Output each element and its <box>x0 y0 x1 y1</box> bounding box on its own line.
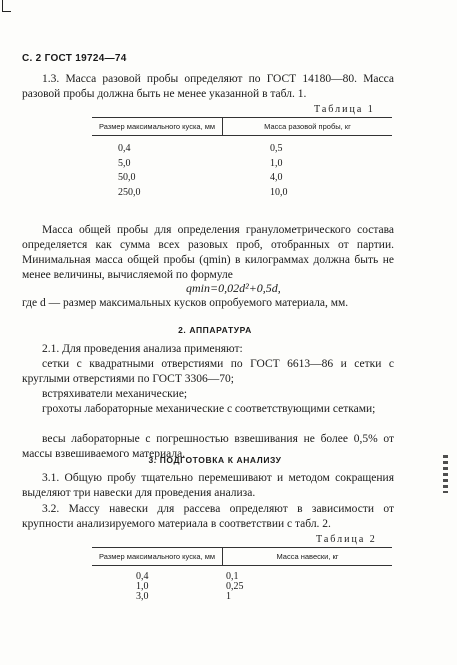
list-item-scales: весы лабораторные с погрешностью взвешивания не более 0,5% от массы взвешиваемого материала. <box>22 433 394 460</box>
paragraph-3-2: 3.2. Массу навески для рассева определяют в зависимости от крупности анализируемого материала в соответствии с табл. 2. <box>22 503 394 530</box>
table-row <box>92 142 392 157</box>
table-2-body <box>92 572 392 602</box>
table-cell: 4,0 <box>270 172 283 183</box>
table-2 <box>92 547 392 602</box>
table-cell: 0,5 <box>270 143 283 154</box>
table-1-header <box>92 117 392 136</box>
table-row <box>92 186 392 201</box>
table-cell: 0,4 <box>118 143 131 154</box>
table-cell: 3,0 <box>136 591 149 602</box>
table-2-col-size: Размер максимального куска, мм <box>92 548 223 565</box>
table-cell: 0,4 <box>136 571 149 582</box>
corner-crop-mark <box>2 0 11 12</box>
table-2-header <box>92 547 392 566</box>
list-item-sieves: сетки с квадратными отверстиями по ГОСТ 6613—86 и сетки с круглыми отверстиями по ГОСТ 3306—70; <box>22 358 394 385</box>
table-1-body <box>92 142 392 200</box>
table-1-col-size: Размер максимального куска, мм <box>92 118 223 135</box>
paragraph-where: где d — размер максимальных кусков опробуемого материала, мм. <box>22 297 349 309</box>
table-cell: 5,0 <box>118 157 131 169</box>
table-1 <box>92 117 392 200</box>
table-1-col-mass: Масса разовой пробы, кг <box>264 122 351 131</box>
table-cell: 0,25 <box>226 581 244 592</box>
list-item-screens: грохоты лабораторные механические с соответствующими сетками; <box>42 403 376 415</box>
table-2-col-mass: Масса навески, кг <box>276 552 339 561</box>
paragraph-1-3: 1.3. Масса разовой пробы определяют по ГОСТ 14180—80. Масса разовой пробы должна быть не менее указанной в табл. 1. <box>22 73 394 100</box>
table-row <box>92 171 392 186</box>
table-1-caption: Таблица 1 <box>314 104 375 115</box>
table-2-caption: Таблица 2 <box>316 534 377 545</box>
formula: qmin=0,02d²+0,5d, <box>186 281 281 295</box>
paragraph-total-sample: Масса общей пробы для определения гранулометрического состава определяется как сумма всех разовых проб, отобранных от партии. Минимальная масса общей пробы (qmin) в килограммах должна быть не менее величины, вычисляемой по формуле <box>22 224 394 281</box>
paragraph-3-1: 3.1. Общую пробу тщательно перемешивают и методом сокращения выделяют три навески для проведения анализа. <box>22 472 394 499</box>
paragraph-2-1: 2.1. Для проведения анализа применяют: <box>42 343 243 355</box>
table-cell: 50,0 <box>118 172 136 183</box>
table-cell: 1,0 <box>270 157 283 169</box>
page-header: С. 2 ГОСТ 19724—74 <box>22 53 127 64</box>
list-item-shakers: встряхиватели механические; <box>42 388 188 400</box>
margin-scan-mark <box>443 455 448 493</box>
table-cell: 250,0 <box>118 186 141 198</box>
table-cell: 0,1 <box>226 571 239 582</box>
table-row <box>92 592 392 602</box>
table-row <box>92 157 392 172</box>
table-cell: 10,0 <box>270 186 288 198</box>
table-cell: 1,0 <box>136 581 149 592</box>
section-2-title: 2. АППАРАТУРА <box>178 325 252 335</box>
section-3-title: 3. ПОДГОТОВКА К АНАЛИЗУ <box>148 455 282 465</box>
table-cell: 1 <box>226 591 231 602</box>
